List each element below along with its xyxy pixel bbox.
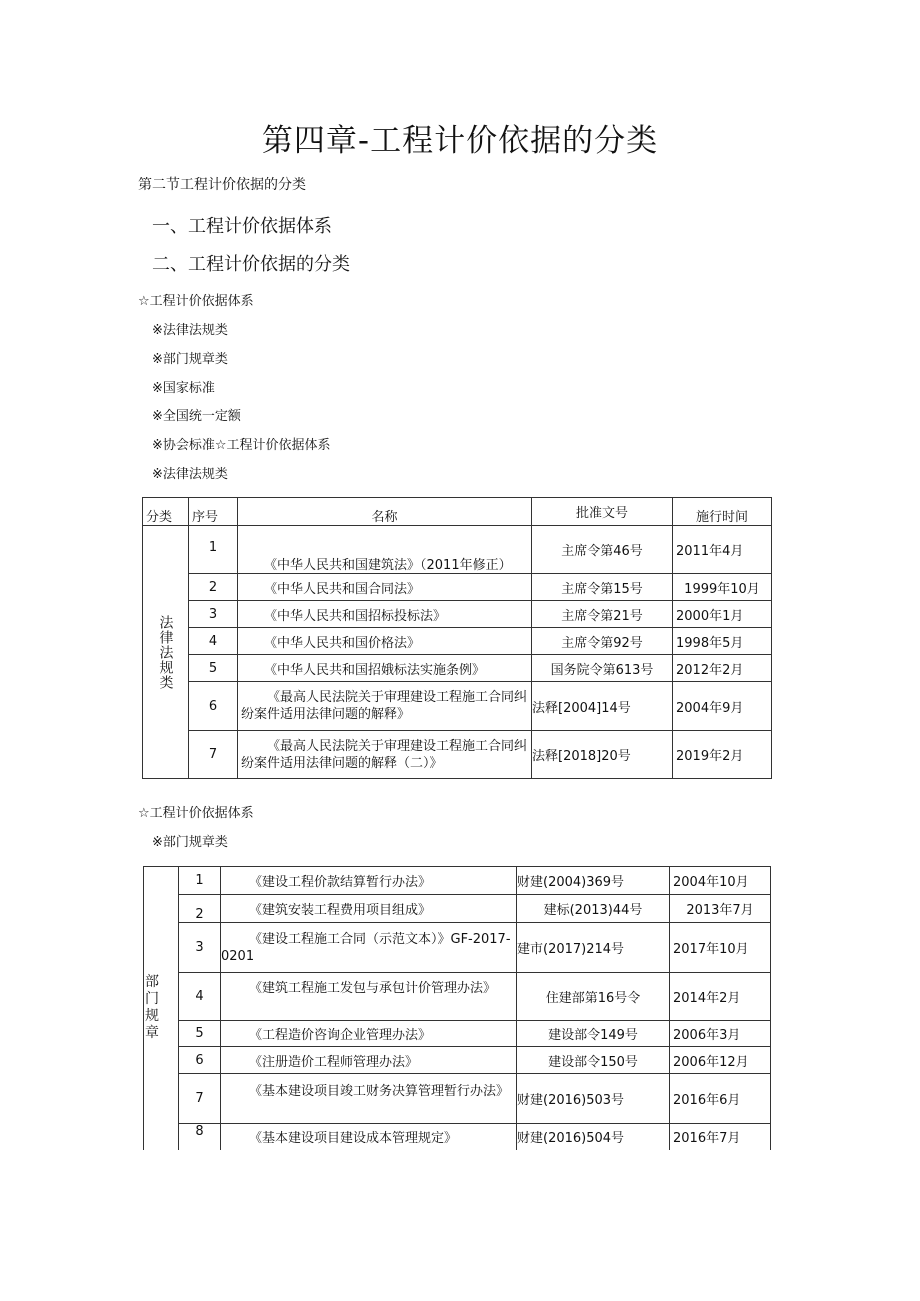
row-doc: 建设部令149号 (517, 1021, 670, 1047)
row-number: 1 (179, 867, 221, 895)
table-row (144, 923, 771, 973)
category-label: 部门规章 (145, 974, 165, 1042)
header-name: 名称 (238, 498, 532, 526)
row-name: 《中华人民共和国价格法》 (238, 628, 532, 655)
row-name: 《工程造价咨询企业管理办法》 (221, 1021, 517, 1047)
table-row (143, 628, 772, 655)
header-number: 序号 (189, 498, 238, 526)
row-date: 2000年1月 (673, 601, 772, 628)
row-date: 2011年4月 (673, 526, 772, 574)
header-effective-date: 施行时间 (673, 498, 772, 526)
outline-item: ※全国统一定额 (152, 409, 241, 424)
row-doc: 主席令第21号 (532, 601, 673, 628)
row-doc: 财建(2004)369号 (517, 867, 670, 895)
row-number: 1 (189, 526, 238, 574)
outline-item: ※国家标准 (152, 381, 215, 396)
table-row (143, 682, 772, 731)
table-row (143, 601, 772, 628)
row-doc: 国务院令第613号 (532, 655, 673, 682)
row-date: 2006年3月 (670, 1021, 771, 1047)
heading-2: 二、工程计价依据的分类 (152, 254, 350, 275)
row-number: 3 (179, 923, 221, 973)
row-date: 2006年12月 (670, 1047, 771, 1074)
outline-item: ※部门规章类 (152, 352, 228, 367)
row-doc: 主席令第15号 (532, 574, 673, 601)
row-doc: 建市(2017)214号 (517, 923, 670, 973)
row-name: 《基本建设项目竣工财务决算管理暂行办法》 (221, 1074, 517, 1124)
row-name: 《建设工程施工合同（示范文本）》GF-2017-0201 (221, 923, 517, 973)
table-row (143, 574, 772, 601)
row-date: 2016年6月 (670, 1074, 771, 1124)
table-row (144, 1124, 771, 1150)
row-number: 4 (189, 628, 238, 655)
laws-table (142, 497, 772, 779)
row-number: 2 (189, 574, 238, 601)
category-cell (143, 526, 189, 779)
row-date: 2014年2月 (670, 973, 771, 1021)
row-number: 3 (189, 601, 238, 628)
row-name: 《中华人民共和国合同法》 (238, 574, 532, 601)
row-doc: 建标(2013)44号 (517, 895, 670, 923)
row-doc: 建设部令150号 (517, 1047, 670, 1074)
row-number: 5 (189, 655, 238, 682)
row-date: 2012年2月 (673, 655, 772, 682)
row-date: 1998年5月 (673, 628, 772, 655)
row-doc: 财建(2016)503号 (517, 1074, 670, 1124)
row-name: 《最高人民法院关于审理建设工程施工合同纠纷案件适用法律问题的解释》 (238, 682, 532, 731)
row-date: 2004年10月 (670, 867, 771, 895)
table-row (143, 526, 772, 574)
row-name: 《最高人民法院关于审理建设工程施工合同纠纷案件适用法律问题的解释（二）》 (238, 731, 532, 779)
row-doc: 主席令第92号 (532, 628, 673, 655)
row-name: 《建筑安装工程费用项目组成》 (221, 895, 517, 923)
row-name: 《基本建设项目建设成本管理规定》 (221, 1124, 517, 1150)
row-date: 2016年7月 (670, 1124, 771, 1150)
row-date: 1999年10月 (673, 574, 772, 601)
table-row (144, 1047, 771, 1074)
section-heading: 第二节工程计价依据的分类 (138, 177, 306, 193)
table-row (144, 973, 771, 1021)
outline-root: ☆工程计价依据体系 (138, 294, 254, 309)
row-doc: 法释[2018]20号 (532, 731, 673, 779)
outline-root-2: ☆工程计价依据体系 (138, 806, 254, 821)
row-date: 2017年10月 (670, 923, 771, 973)
row-number: 4 (179, 973, 221, 1021)
row-name: 《建设工程价款结算暂行办法》 (221, 867, 517, 895)
row-number: 6 (189, 682, 238, 731)
row-name: 《中华人民共和国招标投标法》 (238, 601, 532, 628)
category-label: 法律法规类 (157, 614, 174, 690)
row-number: 2 (179, 895, 221, 923)
outline-item: ※协会标准☆工程计价依据体系 (152, 438, 331, 453)
header-doc-number: 批准文号 (532, 498, 673, 526)
row-name: 《中华人民共和国招娥标法实施条例》 (238, 655, 532, 682)
row-date: 2004年9月 (673, 682, 772, 731)
row-date: 2019年2月 (673, 731, 772, 779)
outline-item-2: ※部门规章类 (152, 835, 228, 850)
regulations-table (143, 866, 771, 1150)
heading-1: 一、工程计价依据体系 (152, 216, 332, 237)
row-date: 2013年7月 (670, 895, 771, 923)
table-row (144, 1021, 771, 1047)
row-doc: 财建(2016)504号 (517, 1124, 670, 1150)
row-number: 5 (179, 1021, 221, 1047)
page-title: 第四章-工程计价依据的分类 (261, 123, 659, 159)
row-name: 《注册造价工程师管理办法》 (221, 1047, 517, 1074)
row-number: 7 (189, 731, 238, 779)
row-doc: 法释[2004]14号 (532, 682, 673, 731)
outline-item: ※法律法规类 (152, 323, 228, 338)
category-cell (144, 867, 179, 1150)
outline-item: ※法律法规类 (152, 467, 228, 482)
row-doc: 住建部第16号令 (517, 973, 670, 1021)
row-name: 《建筑工程施工发包与承包计价管理办法》 (221, 973, 517, 1021)
row-doc: 主席令第46号 (532, 526, 673, 574)
row-name: 《中华人民共和国建筑法》（2011年修正） (238, 526, 532, 574)
table-row (143, 731, 772, 779)
row-number: 7 (179, 1074, 221, 1124)
row-number: 8 (179, 1124, 221, 1150)
header-category: 分类 (143, 498, 189, 526)
table-row (144, 867, 771, 895)
table-row (143, 655, 772, 682)
table-row (144, 1074, 771, 1124)
table-header-row (143, 498, 772, 526)
row-number: 6 (179, 1047, 221, 1074)
table-row (144, 895, 771, 923)
